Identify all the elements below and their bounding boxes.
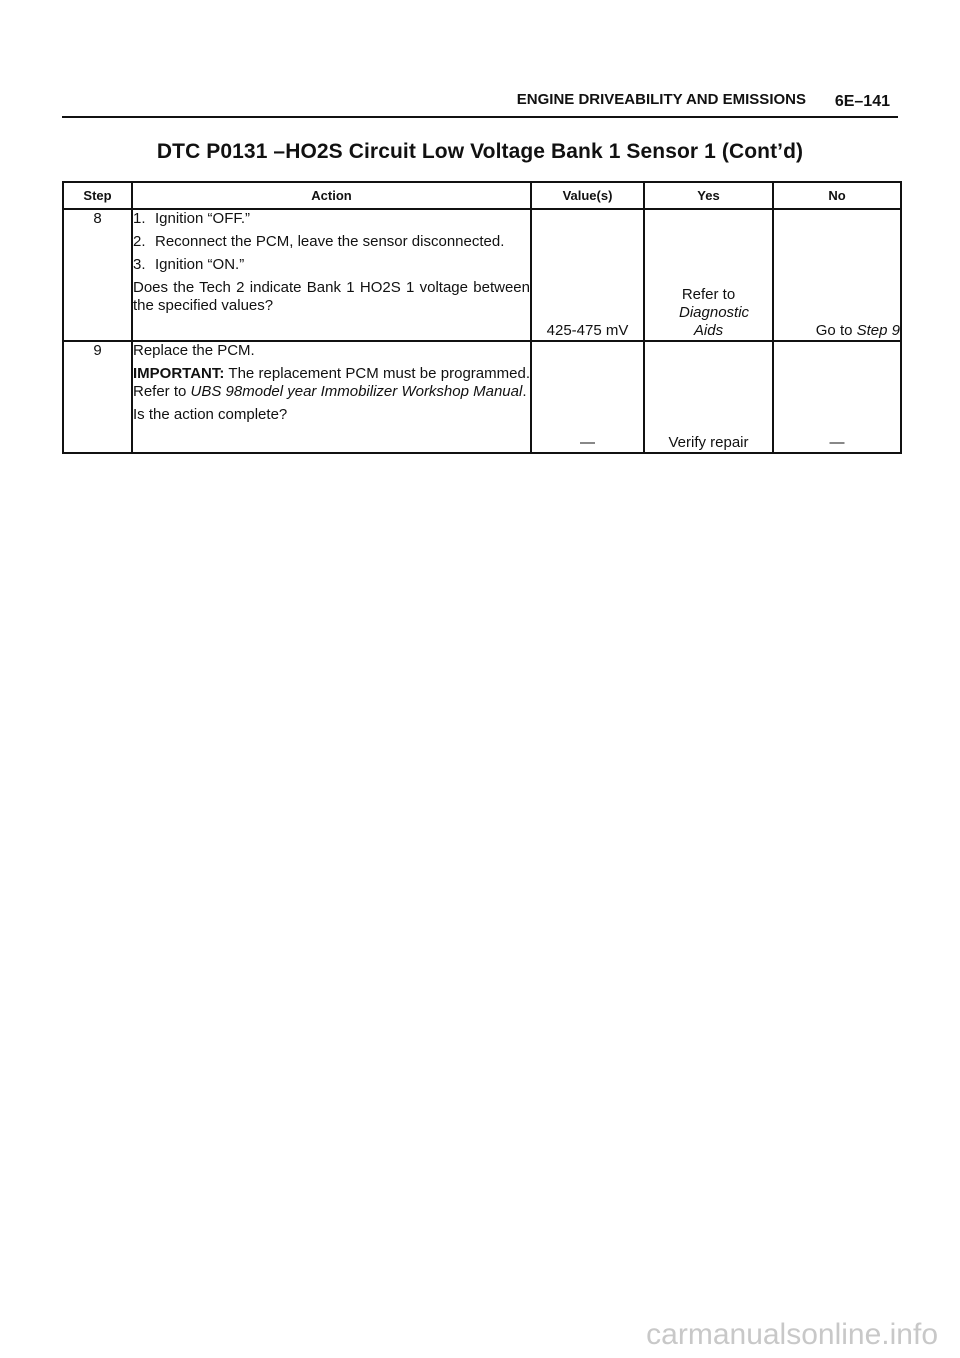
action-text: Replace the PCM. — [133, 342, 255, 359]
list-item-number: 3. — [133, 256, 146, 273]
section-title: ENGINE DRIVEABILITY AND EMISSIONS — [516, 91, 806, 108]
step-number: 9 — [63, 341, 132, 453]
no-cell: — — [773, 341, 901, 453]
action-cell — [132, 209, 531, 341]
no-cell — [773, 209, 901, 341]
list-item — [133, 233, 530, 251]
action-cell — [132, 341, 531, 453]
yes-reference: Diagnostic Aids — [679, 304, 750, 339]
list-item-text: Ignition “ON.” — [155, 256, 245, 273]
step-number: 8 — [63, 209, 132, 341]
no-prefix: Go to — [815, 322, 857, 339]
table-header-row — [63, 182, 901, 209]
table-row — [63, 209, 901, 341]
value-cell: — — [531, 341, 644, 453]
table-row — [63, 341, 901, 453]
important-label: IMPORTANT: — [133, 365, 225, 382]
important-reference: UBS 98model year Immobilizer Workshop Manual — [190, 383, 523, 400]
page-number: 6E–141 — [834, 93, 890, 110]
list-item — [133, 210, 530, 228]
column-header-no: No — [773, 182, 901, 209]
column-header-action: Action — [132, 182, 531, 209]
list-item-text: Reconnect the PCM, leave the sensor disconnected. — [155, 233, 505, 250]
diagnostic-table — [62, 181, 902, 454]
page-title: DTC P0131 –HO2S Circuit Low Voltage Bank 1 Sensor 1 (Cont’d) — [156, 140, 804, 163]
watermark: carmanualsonline.info — [646, 1318, 938, 1351]
list-item-number: 2. — [133, 233, 146, 250]
list-item-text: Ignition “OFF.” — [155, 210, 251, 227]
no-reference: Step 9 — [856, 322, 900, 339]
list-item-number: 1. — [133, 210, 146, 227]
yes-cell: Verify repair — [644, 341, 773, 453]
question-text: Is the action complete? — [133, 406, 288, 423]
value-cell: 425-475 mV — [531, 209, 644, 341]
important-note — [133, 365, 530, 401]
yes-prefix: Refer to — [681, 286, 736, 303]
important-end: . — [522, 383, 527, 400]
list-item — [133, 256, 530, 274]
yes-cell — [644, 209, 773, 341]
important-text: The replacement PCM must be programmed. Refer to — [133, 365, 530, 400]
page-header — [62, 88, 898, 118]
column-header-step: Step — [63, 182, 132, 209]
question-text: Does the Tech 2 indicate Bank 1 HO2S 1 voltage between the specified values? — [133, 279, 530, 314]
column-header-values: Value(s) — [531, 182, 644, 209]
column-header-yes: Yes — [644, 182, 773, 209]
